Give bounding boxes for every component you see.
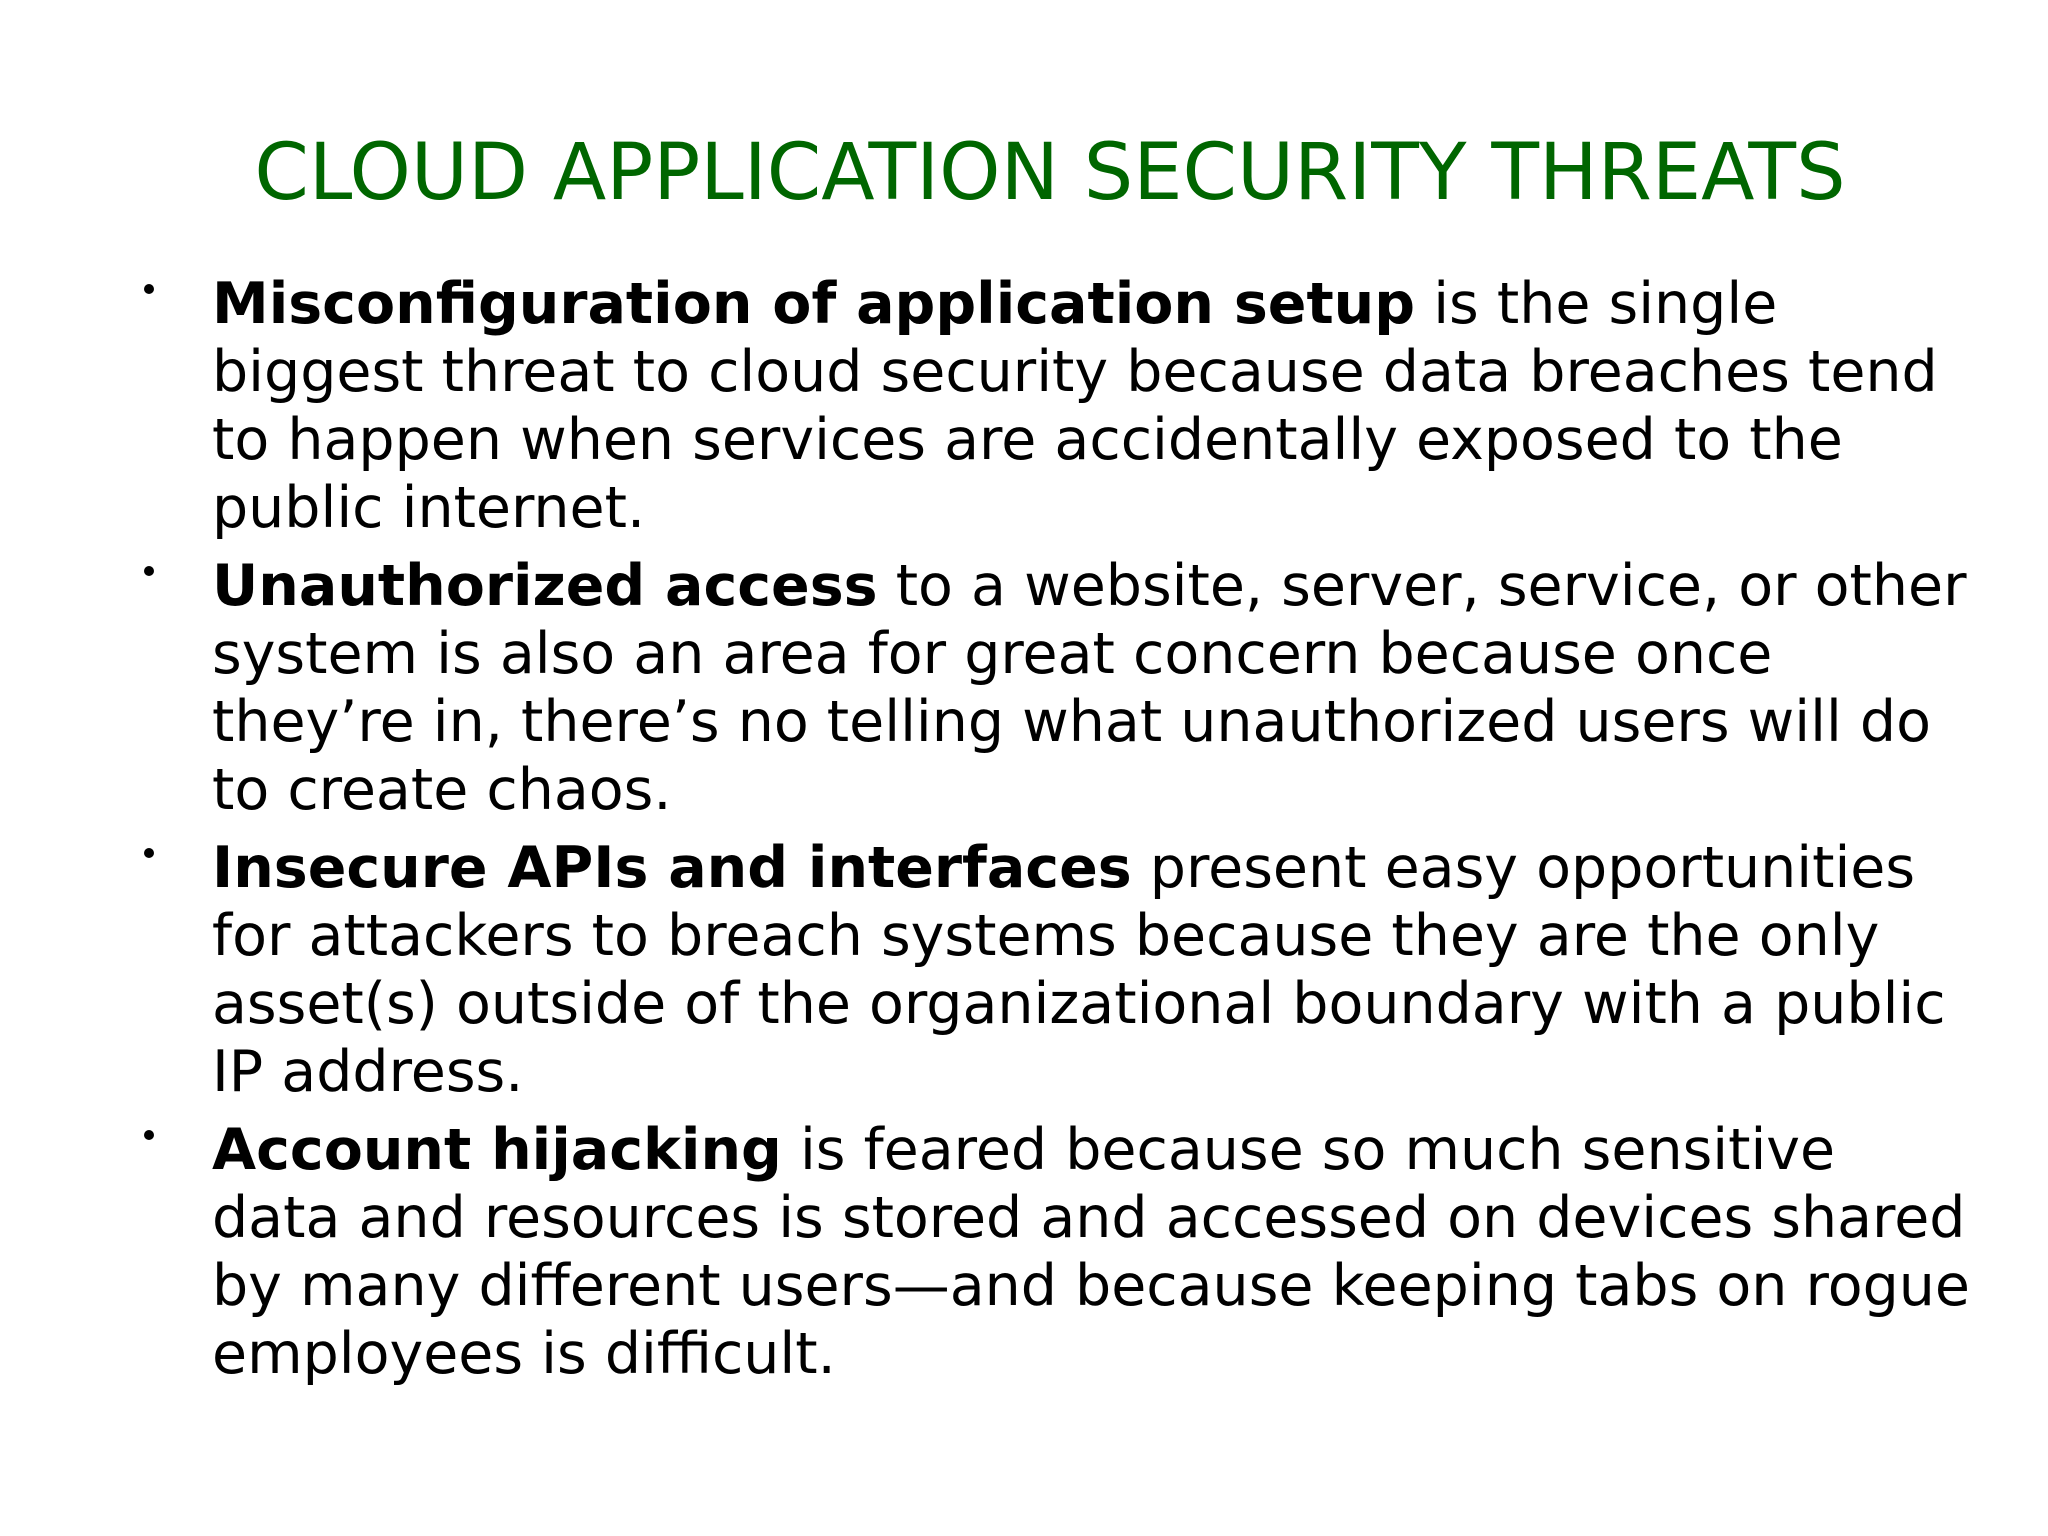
bullet-line <box>212 270 1992 338</box>
bullet-line: for attackers to breach systems because they are the only <box>212 903 1880 969</box>
bullet-line-text: is feared because so much sensitive <box>781 1117 1836 1183</box>
bullet-dot-icon <box>144 566 154 576</box>
bullet-line <box>212 1116 1992 1184</box>
bullet-line: public internet. <box>212 475 646 541</box>
bullet-heading: Misconfiguration of application setup <box>212 271 1416 337</box>
bullet-line: system is also an area for great concern because once <box>212 621 1773 687</box>
bullet-line: IP address. <box>212 1039 524 1105</box>
bullet-text <box>212 270 1992 542</box>
bullet-line-text: to a website, server, service, or other <box>877 553 1967 619</box>
bullet-line: data and resources is stored and accessed on devices shared <box>212 1185 1966 1251</box>
bullet-heading: Insecure APIs and interfaces <box>212 835 1132 901</box>
bullet-line-text: is the single <box>1415 271 1778 337</box>
bullet-text <box>212 834 1992 1106</box>
bullet-line: employees is difficult. <box>212 1321 836 1387</box>
bullet-text <box>212 1116 1992 1388</box>
slide-title: CLOUD APPLICATION SECURITY THREATS <box>254 128 1846 218</box>
bullet-dot-icon <box>144 284 154 294</box>
bullet-line <box>212 834 1992 902</box>
bullet-heading: Account hijacking <box>212 1117 782 1183</box>
bullet-line: by many different users—and because keeping tabs on rogue <box>212 1253 1970 1319</box>
bullet-line <box>212 552 1992 620</box>
bullet-line-text: present easy opportunities <box>1131 835 1916 901</box>
bullet-line: asset(s) outside of the organizational boundary with a public <box>212 971 1946 1037</box>
bullet-dot-icon <box>144 848 154 858</box>
bullet-line: they’re in, there’s no telling what unauthorized users will do <box>212 689 1931 755</box>
bullet-line: to happen when services are accidentally exposed to the <box>212 407 1843 473</box>
bullet-line: to create chaos. <box>212 757 672 823</box>
bullet-text <box>212 552 1992 824</box>
bullet-line: biggest threat to cloud security because data breaches tend <box>212 339 1938 405</box>
bullet-dot-icon <box>144 1130 154 1140</box>
bullet-heading: Unauthorized access <box>212 553 878 619</box>
